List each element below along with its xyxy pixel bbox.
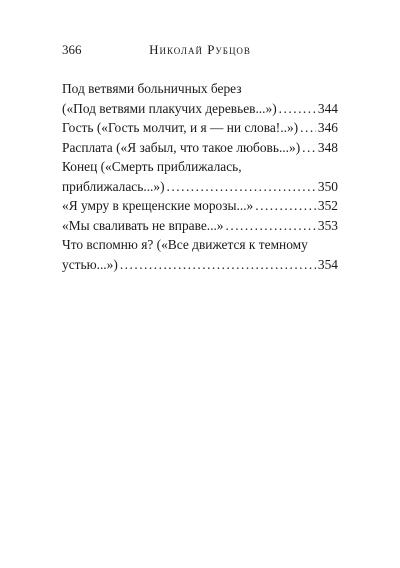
toc-entry-line <box>62 177 338 197</box>
dot-leader <box>167 177 316 197</box>
toc-entry-page: 353 <box>317 217 338 233</box>
toc-entry-line <box>62 255 338 275</box>
toc-entry <box>62 79 338 118</box>
dot-leader <box>226 216 316 236</box>
toc-entry-title: приближалась...») <box>62 178 165 194</box>
toc-entry-line <box>62 118 338 138</box>
toc-entry-line <box>62 99 338 119</box>
toc-entry-page: 348 <box>317 139 338 155</box>
toc-entry <box>62 216 338 236</box>
toc-entry-line <box>62 216 338 236</box>
running-head <box>62 41 338 59</box>
running-head-author: Николай Рубцов <box>149 42 251 57</box>
toc-entry-page: 350 <box>317 178 338 194</box>
toc-entry <box>62 138 338 158</box>
toc-entry-page: 344 <box>317 100 338 116</box>
toc-entry-title: Под ветвями больничных берез <box>62 81 242 96</box>
toc-entry-page: 346 <box>317 120 338 135</box>
toc-entry <box>62 118 338 138</box>
toc-entry-title: («Под ветвями плакучих деревьев...») <box>62 100 277 116</box>
toc-entry-page: 352 <box>317 198 338 213</box>
dot-leader <box>279 99 316 119</box>
toc-entry-title: «Я умру в крещенские морозы...» <box>62 198 254 213</box>
table-of-contents <box>62 79 338 274</box>
page-number: 366 <box>62 42 82 57</box>
toc-entry <box>62 235 338 274</box>
toc-entry-page: 354 <box>317 256 338 272</box>
toc-entry-line <box>62 138 338 158</box>
toc-entry <box>62 157 338 196</box>
toc-entry-title: устью...») <box>62 256 118 272</box>
toc-entry-title: Конец («Смерть приближалась, <box>62 159 242 174</box>
toc-entry-title: Расплата («Я забыл, что такое любовь...») <box>62 139 301 155</box>
toc-entry-line <box>62 196 338 216</box>
toc-entry-title: «Мы сваливать не вправе...» <box>62 217 224 233</box>
toc-entry-line <box>62 235 338 255</box>
dot-leader <box>255 196 316 216</box>
toc-entry-title: Что вспомню я? («Все движется к темному <box>62 237 308 252</box>
toc-entry-line <box>62 79 338 99</box>
dot-leader <box>300 118 316 138</box>
toc-entry-title: Гость («Гость молчит, и я — ни слова!..») <box>62 120 299 135</box>
toc-entry-line <box>62 157 338 177</box>
dot-leader <box>120 255 316 275</box>
dot-leader <box>302 138 316 158</box>
toc-entry <box>62 196 338 216</box>
